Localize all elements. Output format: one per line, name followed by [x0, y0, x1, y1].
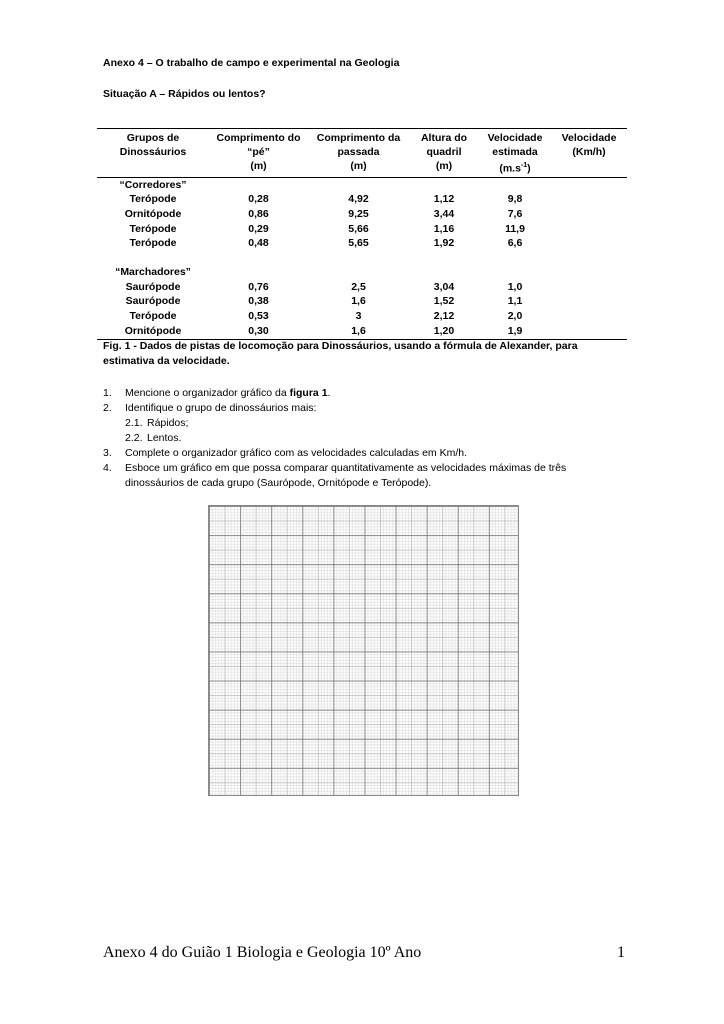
table-cell: 2,5: [351, 280, 366, 293]
table-cell: [551, 207, 627, 222]
table-cell: 1,52: [433, 295, 455, 308]
table-cell: 2,12: [433, 310, 455, 323]
table-cell: Terópode: [129, 222, 177, 235]
table-cell: 3: [355, 310, 362, 323]
footer-text: Anexo 4 do Guião 1 Biologia e Geologia 10º Ano: [103, 944, 422, 961]
group-row-marchadores: [97, 265, 627, 280]
table-cell: 0,76: [248, 280, 269, 293]
table-cell: 0,38: [248, 295, 269, 308]
table-cell: 1,0: [507, 280, 523, 293]
table-row: [97, 207, 627, 222]
page-footer: [103, 944, 625, 962]
col-header-estimated-speed: Velocidade estimada $(m.s^{-1})$: [479, 129, 551, 178]
table-cell: 0,28: [248, 193, 269, 206]
table-row: [97, 294, 627, 309]
table-row: [97, 222, 627, 237]
table-cell: [551, 236, 627, 251]
table-cell: 5,65: [348, 237, 369, 250]
table-cell: 5,66: [348, 222, 369, 235]
table-row: [97, 324, 627, 339]
table-cell: 0,29: [248, 222, 269, 235]
dinosaur-data-table: [97, 128, 627, 340]
page-number: 1: [617, 944, 625, 961]
table-cell: Terópode: [129, 310, 177, 323]
table-row: [97, 309, 627, 324]
col-header-group: Grupos de Dinossáurios: [97, 129, 209, 178]
table-cell: 1,1: [507, 295, 523, 308]
table-cell: 11,9: [505, 222, 525, 235]
table-cell: Terópode: [129, 237, 177, 250]
table-cell: [551, 294, 627, 309]
group-row-corredores: [97, 177, 627, 192]
table-cell: 1,16: [433, 222, 455, 235]
table-cell: 3,44: [433, 207, 455, 220]
table-cell: 1,12: [433, 193, 455, 206]
table-cell: [551, 280, 627, 295]
table-body: [97, 177, 627, 339]
table-row: [97, 236, 627, 251]
table-cell: 0,86: [248, 207, 269, 220]
table-cell: 0,30: [209, 324, 308, 339]
question-2-2: 2.2. Lentos.: [125, 432, 182, 444]
table-cell: 1,6: [351, 295, 366, 308]
question-4: 4. Esboce um gráfico em que possa comparar quantitativamente as velocidades máximas de três dinossáurios de cada grupo (Saurópode, Ornitópode e Terópode).: [103, 462, 567, 489]
table-cell: 1,20: [409, 324, 479, 339]
situation-heading: Situação A – Rápidos ou lentos?: [103, 88, 266, 100]
table-cell: 4,92: [348, 193, 369, 206]
table-row: [97, 192, 627, 207]
question-1: 1. Mencione o organizador gráfico da figura 1.: [103, 387, 331, 399]
graph-paper-grid: [208, 505, 519, 796]
col-header-hip-height: Altura do quadril (m): [409, 129, 479, 178]
question-2: 2. Identifique o grupo de dinossáurios mais:: [103, 402, 317, 414]
table-cell: 1,92: [433, 237, 455, 250]
table-cell: Saurópode: [125, 280, 181, 293]
question-3: 3. Complete o organizador gráfico com as velocidades calculadas em Km/h.: [103, 447, 468, 459]
table-cell: 3,04: [433, 280, 455, 293]
table-cell: 1,6: [308, 324, 409, 339]
table-cell: [551, 309, 627, 324]
col-header-speed-kmh: Velocidade (Km/h): [551, 129, 627, 178]
figure-caption: Fig. 1 - Dados de pistas de locomoção para Dinossáurios, usando a fórmula de Alexander, para estimativa da velocidade.: [103, 340, 578, 367]
table-cell: 7,6: [507, 207, 523, 220]
table-cell: Saurópode: [125, 295, 181, 308]
document-title: Anexo 4 – O trabalho de campo e experimental na Geologia: [103, 57, 400, 69]
table-cell: [551, 324, 627, 339]
table-cell: Ornitópode: [97, 324, 209, 339]
spacer-row: [97, 251, 627, 265]
table-cell: 1,9: [479, 324, 551, 339]
table-cell: Ornitópode: [124, 207, 182, 220]
col-header-stride-length: Comprimento da passada (m): [308, 129, 409, 178]
col-header-foot-length: Comprimento do “pé” (m): [209, 129, 308, 178]
question-2-1: 2.1. Rápidos;: [125, 417, 189, 429]
table-cell: [551, 192, 627, 207]
question-list: [103, 386, 603, 491]
table-cell: 9,8: [507, 193, 523, 206]
table-cell: 6,6: [507, 237, 523, 250]
table-row: [97, 280, 627, 295]
table-cell: Terópode: [129, 193, 177, 206]
table-cell: [551, 222, 627, 237]
group-label: “Marchadores”: [115, 266, 191, 279]
table-header-row: [97, 129, 627, 178]
group-label: “Corredores”: [119, 178, 187, 191]
table-cell: 0,53: [248, 310, 269, 323]
table-cell: 0,48: [248, 237, 269, 250]
table-cell: 2,0: [507, 310, 523, 323]
table-cell: 9,25: [348, 207, 369, 220]
